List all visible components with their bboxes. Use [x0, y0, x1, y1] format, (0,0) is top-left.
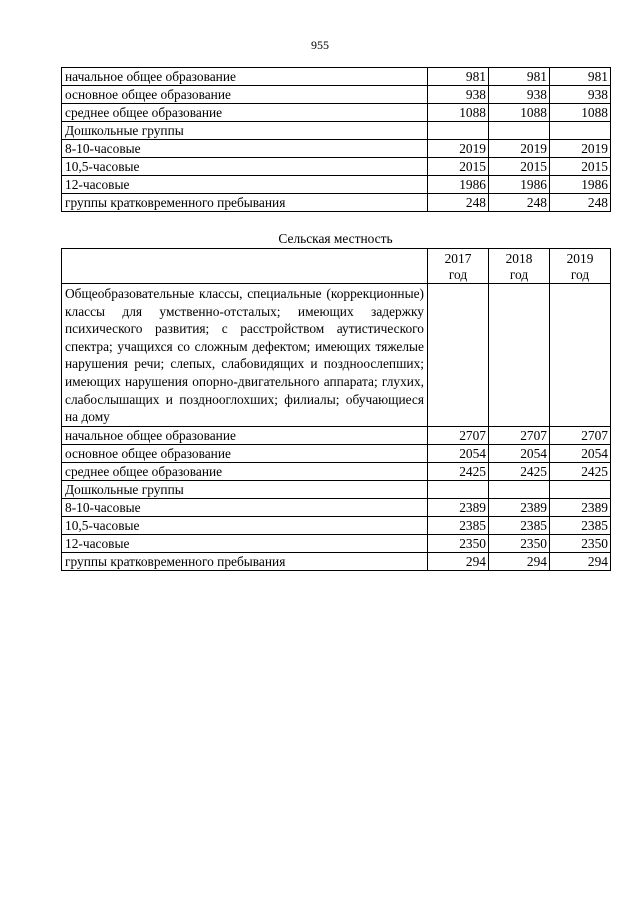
- value-2018: 938: [489, 86, 550, 104]
- row-label: начальное общее образование: [62, 68, 428, 86]
- row-label: 8-10-часовые: [62, 498, 428, 516]
- table-row: [62, 426, 611, 444]
- empty-cell: [489, 284, 550, 427]
- row-description: Общеобразовательные классы, специальные (коррекционные) классы для умственно-отсталых; имеющих задержку психического развития; с расстройством аутистического спектра; учащихся со сложным дефектом; имеющих тяжелые нарушения речи; слепых, слабовидящих и поздноослепших; имеющих нарушения опорно-двигательного аппарата; глухих, слабослышащих и позднооглохших; филиалы; обучающиеся на дому: [62, 284, 428, 427]
- value-2017: [428, 122, 489, 140]
- table-row: [62, 552, 611, 570]
- header-year: 2018: [505, 251, 533, 266]
- value-2019: 2425: [550, 462, 611, 480]
- value-2019: 2389: [550, 498, 611, 516]
- description-row: [62, 284, 611, 427]
- table-row: [62, 122, 611, 140]
- value-2019: 938: [550, 86, 611, 104]
- row-label: группы кратковременного пребывания: [62, 552, 428, 570]
- page-number: 955: [311, 38, 329, 52]
- value-2019: 2707: [550, 426, 611, 444]
- header-empty-cell: [62, 249, 428, 284]
- rural-table: [61, 248, 611, 571]
- value-2018: 2389: [489, 498, 550, 516]
- row-label: основное общее образование: [62, 86, 428, 104]
- header-year: 2019: [566, 251, 594, 266]
- value-2017: 938: [428, 86, 489, 104]
- row-label: 12-часовые: [62, 176, 428, 194]
- value-2018: 2015: [489, 158, 550, 176]
- value-2019: 1088: [550, 104, 611, 122]
- value-2017: 2389: [428, 498, 489, 516]
- table-row: [62, 140, 611, 158]
- value-2017: 2350: [428, 534, 489, 552]
- value-2017: 2385: [428, 516, 489, 534]
- row-label: 12-часовые: [62, 534, 428, 552]
- table-row: [62, 158, 611, 176]
- table-row: [62, 176, 611, 194]
- table-row: [62, 194, 611, 212]
- value-2017: 2054: [428, 444, 489, 462]
- value-2018: 294: [489, 552, 550, 570]
- row-label: 10,5-часовые: [62, 516, 428, 534]
- table-row: [62, 498, 611, 516]
- value-2019: 2019: [550, 140, 611, 158]
- value-2017: [428, 480, 489, 498]
- value-2018: 981: [489, 68, 550, 86]
- header-year: 2017: [444, 251, 472, 266]
- value-2018: 2350: [489, 534, 550, 552]
- value-2019: 2350: [550, 534, 611, 552]
- value-2018: 2385: [489, 516, 550, 534]
- row-label: основное общее образование: [62, 444, 428, 462]
- row-label: Дошкольные группы: [62, 480, 428, 498]
- value-2017: 981: [428, 68, 489, 86]
- header-2017: [428, 249, 489, 284]
- header-2019: [550, 249, 611, 284]
- value-2018: 1986: [489, 176, 550, 194]
- row-label: Дошкольные группы: [62, 122, 428, 140]
- value-2017: 294: [428, 552, 489, 570]
- row-label: среднее общее образование: [62, 104, 428, 122]
- top-table: [61, 67, 611, 212]
- value-2017: 248: [428, 194, 489, 212]
- row-label: 8-10-часовые: [62, 140, 428, 158]
- value-2019: 2385: [550, 516, 611, 534]
- row-label: начальное общее образование: [62, 426, 428, 444]
- value-2018: 2707: [489, 426, 550, 444]
- header-unit: год: [570, 267, 590, 282]
- row-label: среднее общее образование: [62, 462, 428, 480]
- table-row: [62, 104, 611, 122]
- value-2018: 2054: [489, 444, 550, 462]
- row-label: группы кратковременного пребывания: [62, 194, 428, 212]
- value-2019: 981: [550, 68, 611, 86]
- value-2019: [550, 480, 611, 498]
- value-2019: [550, 122, 611, 140]
- table-row: [62, 68, 611, 86]
- table-row: [62, 480, 611, 498]
- row-label: 10,5-часовые: [62, 158, 428, 176]
- empty-cell: [550, 284, 611, 427]
- value-2018: 2019: [489, 140, 550, 158]
- empty-cell: [428, 284, 489, 427]
- value-2017: 2015: [428, 158, 489, 176]
- value-2018: [489, 122, 550, 140]
- value-2017: 1088: [428, 104, 489, 122]
- header-unit: год: [509, 267, 529, 282]
- table-row: [62, 86, 611, 104]
- value-2019: 2015: [550, 158, 611, 176]
- value-2019: 1986: [550, 176, 611, 194]
- header-2018: [489, 249, 550, 284]
- value-2017: 2019: [428, 140, 489, 158]
- table-row: [62, 462, 611, 480]
- value-2018: [489, 480, 550, 498]
- value-2017: 2425: [428, 462, 489, 480]
- value-2018: 1088: [489, 104, 550, 122]
- table-row: [62, 516, 611, 534]
- value-2017: 1986: [428, 176, 489, 194]
- value-2019: 294: [550, 552, 611, 570]
- table-row: [62, 534, 611, 552]
- value-2017: 2707: [428, 426, 489, 444]
- header-row: [62, 249, 611, 284]
- value-2018: 248: [489, 194, 550, 212]
- value-2018: 2425: [489, 462, 550, 480]
- value-2019: 248: [550, 194, 611, 212]
- table-row: [62, 444, 611, 462]
- header-unit: год: [448, 267, 468, 282]
- table-caption: Сельская местность: [278, 231, 393, 246]
- value-2019: 2054: [550, 444, 611, 462]
